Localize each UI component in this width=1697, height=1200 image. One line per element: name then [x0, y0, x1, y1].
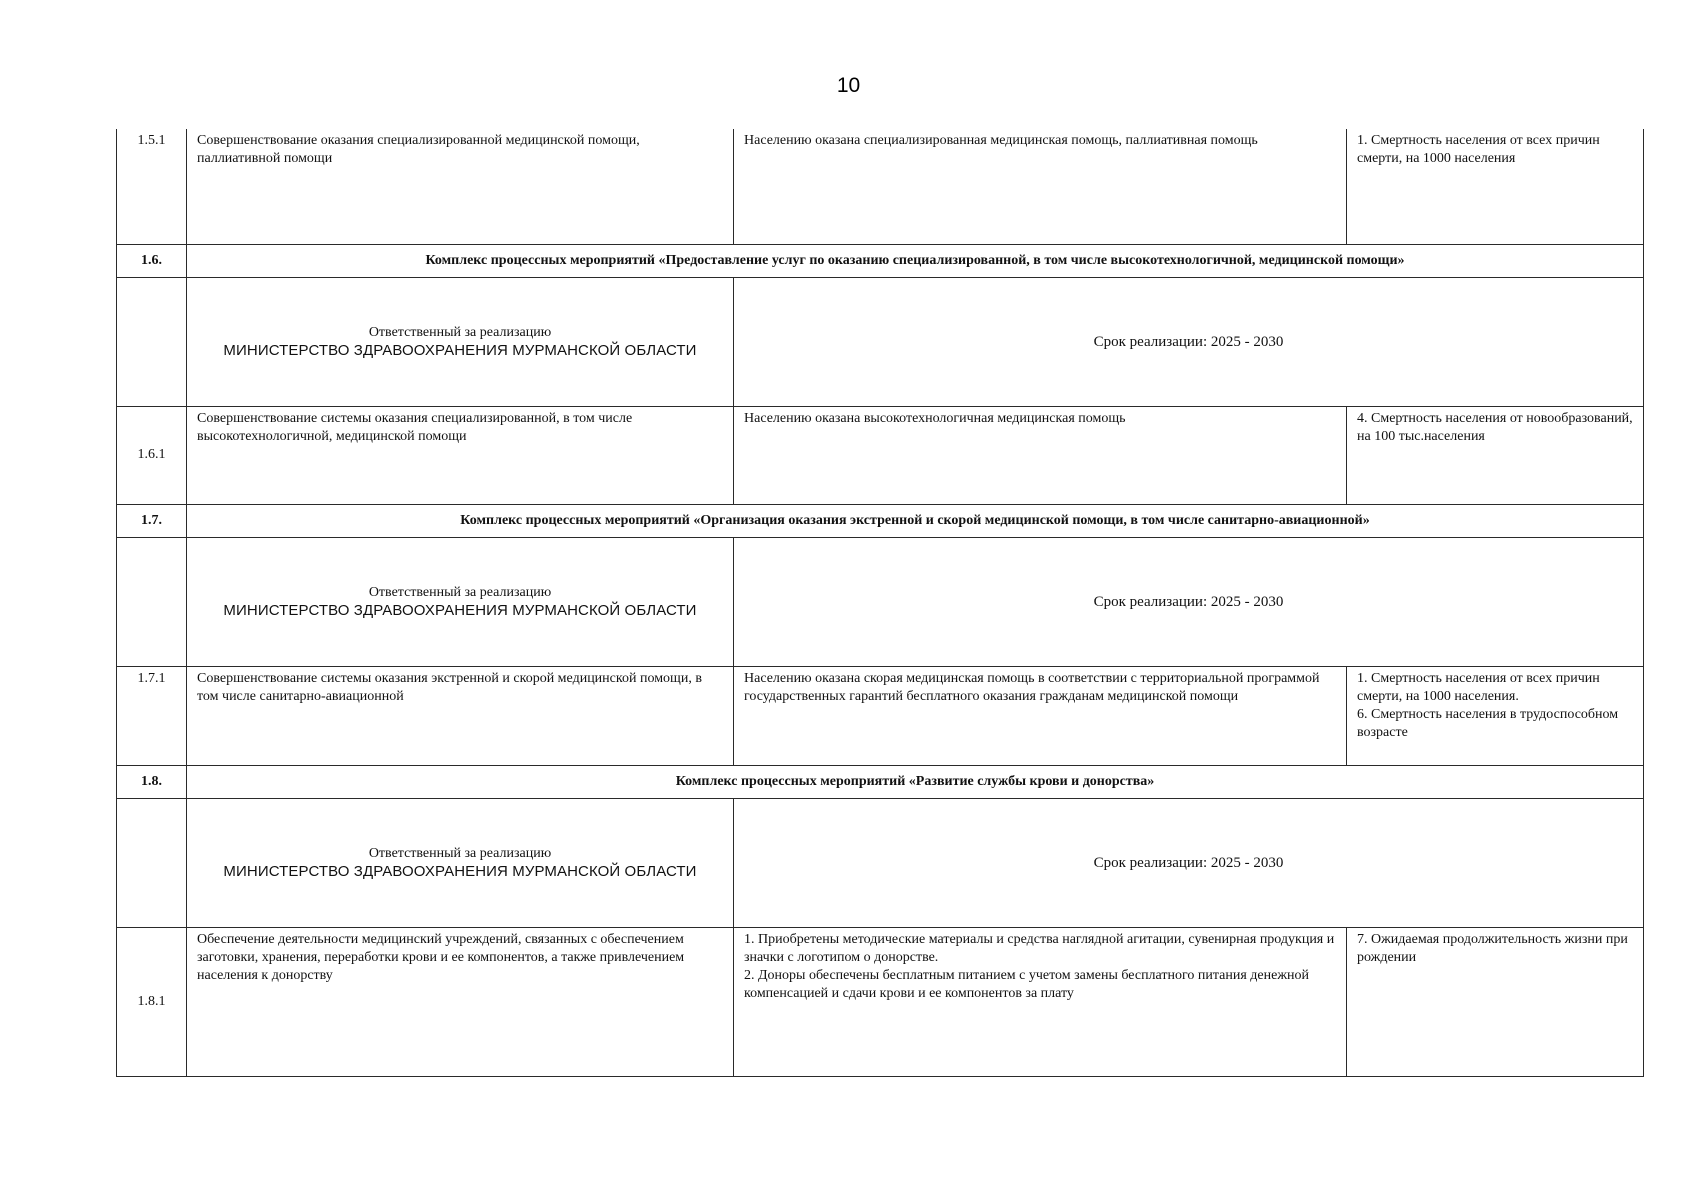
table-row [117, 406, 1644, 504]
indicator-item: 1. Смертность населения от всех причин смерти, на 1000 населения [1357, 133, 1600, 166]
empty-number-cell [117, 537, 187, 666]
responsible-org: МИНИСТЕРСТВО ЗДРАВООХРАНЕНИЯ МУРМАНСКОЙ ОБЛАСТИ [223, 862, 697, 880]
task-cell: Совершенствование системы оказания экстренной и скорой медицинской помощи, в том числе санитарно-авиационной [187, 666, 734, 765]
indicator-item: 1. Смертность населения от всех причин смерти, на 1000 населения. [1357, 670, 1600, 704]
result-cell: Населению оказана специализированная медицинская помощь, паллиативная помощь [734, 129, 1347, 244]
row-number: 1.8.1 [117, 927, 187, 1076]
responsible-cell [187, 277, 734, 406]
indicator-item: 4. Смертность населения от новообразований, на 100 тыс.населения [1357, 410, 1633, 444]
responsible-cell [187, 798, 734, 927]
section-row [117, 765, 1644, 798]
empty-number-cell [117, 277, 187, 406]
table-row [117, 927, 1644, 1076]
responsible-row [117, 798, 1644, 927]
indicator-cell [1347, 406, 1644, 504]
section-title: Комплекс процессных мероприятий «Предоставление услуг по оказанию специализированной, в том числе высокотехнологичной, медицинской помощи» [187, 244, 1644, 277]
responsible-org: МИНИСТЕРСТВО ЗДРАВООХРАНЕНИЯ МУРМАНСКОЙ ОБЛАСТИ [223, 601, 697, 619]
indicator-item: 7. Ожидаемая продолжительность жизни при рождении [1357, 931, 1628, 965]
result-item: 1. Приобретены методические материалы и средства наглядной агитации, сувенирная продукция и значки с логотипом о донорстве. [744, 931, 1335, 965]
task-cell: Совершенствование оказания специализированной медицинской помощи, паллиативной помощи [187, 129, 734, 244]
program-table [116, 129, 1644, 1077]
table-row [117, 666, 1644, 765]
row-number: 1.7.1 [117, 666, 187, 765]
section-number: 1.8. [117, 765, 187, 798]
indicator-cell [1347, 927, 1644, 1076]
term-cell: Срок реализации: 2025 - 2030 [734, 798, 1644, 927]
responsible-cell [187, 537, 734, 666]
responsible-org: МИНИСТЕРСТВО ЗДРАВООХРАНЕНИЯ МУРМАНСКОЙ ОБЛАСТИ [223, 341, 697, 359]
task-cell: Совершенствование системы оказания специализированной, в том числе высокотехнологичной, медицинской помощи [187, 406, 734, 504]
responsible-row [117, 277, 1644, 406]
section-number: 1.6. [117, 244, 187, 277]
responsible-row [117, 537, 1644, 666]
responsible-label: Ответственный за реализацию [368, 845, 552, 861]
empty-number-cell [117, 798, 187, 927]
result-cell: Населению оказана высокотехнологичная медицинская помощь [734, 406, 1347, 504]
term-cell: Срок реализации: 2025 - 2030 [734, 277, 1644, 406]
task-cell: Обеспечение деятельности медицинский учреждений, связанных с обеспечением заготовки, хранения, переработки крови и ее компонентов, а также привлечением населения к донорству [187, 927, 734, 1076]
indicator-item: 6. Смертность населения в трудоспособном возрасте [1357, 706, 1619, 740]
section-title: Комплекс процессных мероприятий «Развитие службы крови и донорства» [187, 765, 1644, 798]
indicator-cell [1347, 129, 1644, 244]
page-number: 10 [836, 74, 861, 97]
section-title: Комплекс процессных мероприятий «Организация оказания экстренной и скорой медицинской помощи, в том числе санитарно-авиационной» [187, 504, 1644, 537]
result-cell: Населению оказана скорая медицинская помощь в соответствии с территориальной программой государственных гарантий бесплатного оказания гражданам медицинской помощи [734, 666, 1347, 765]
result-item: 2. Доноры обеспечены бесплатным питанием с учетом замены бесплатного питания денежной компенсацией и сдачи крови и ее компонентов за плату [744, 967, 1310, 1001]
section-row [117, 504, 1644, 537]
section-row [117, 244, 1644, 277]
row-number: 1.6.1 [117, 406, 187, 504]
responsible-label: Ответственный за реализацию [368, 324, 552, 340]
table-row [117, 129, 1644, 244]
indicator-cell [1347, 666, 1644, 765]
section-number: 1.7. [117, 504, 187, 537]
result-cell [734, 927, 1347, 1076]
responsible-label: Ответственный за реализацию [368, 584, 552, 600]
term-cell: Срок реализации: 2025 - 2030 [734, 537, 1644, 666]
row-number: 1.5.1 [117, 129, 187, 244]
